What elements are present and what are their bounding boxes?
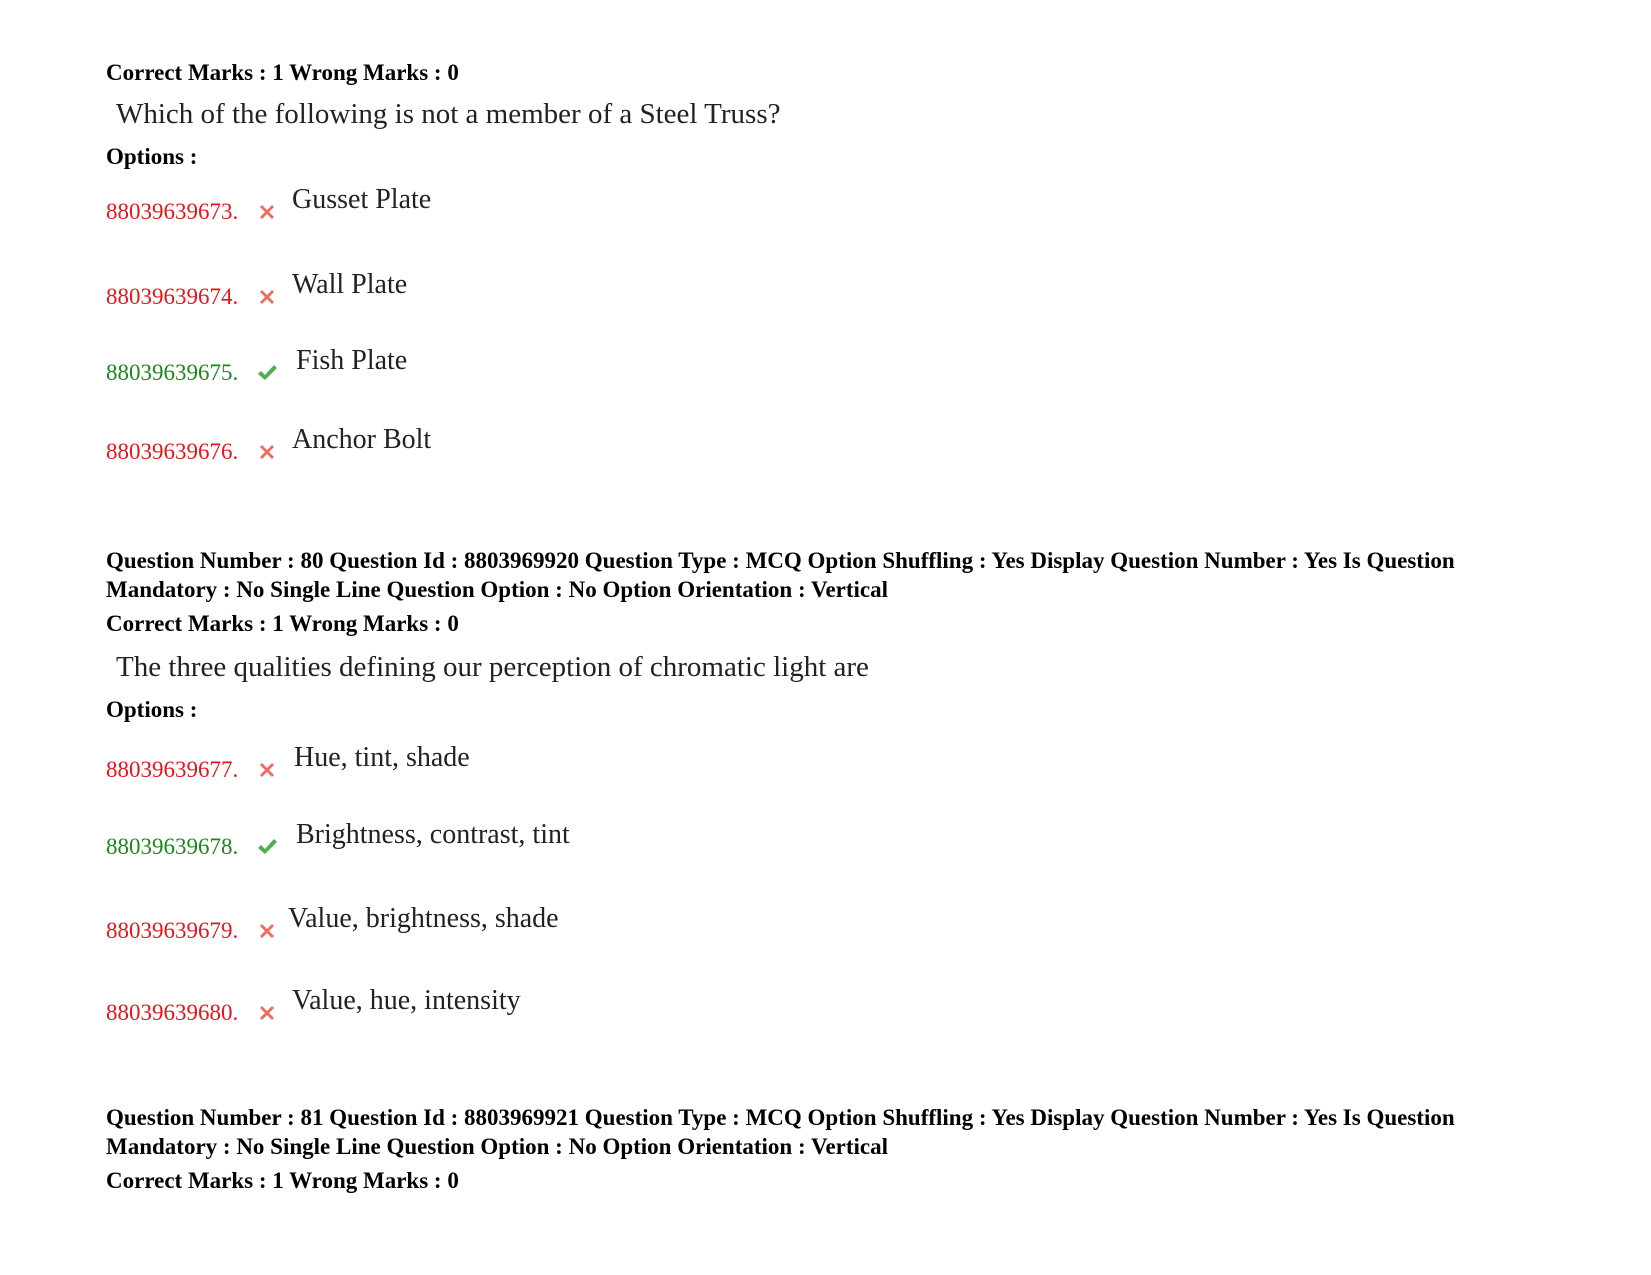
correct-marks-line: Correct Marks : 1 Wrong Marks : 0 [106, 611, 459, 636]
option-id: 88039639679. [106, 918, 239, 943]
option-text: Anchor Bolt [292, 424, 432, 455]
option-text: Hue, tint, shade [294, 742, 470, 773]
cross-icon [256, 201, 278, 223]
option-id: 88039639674. [106, 284, 239, 309]
option-id: 88039639680. [106, 1000, 239, 1025]
option-row [106, 270, 1006, 310]
option-id: 88039639677. [106, 757, 239, 782]
option-text: Value, brightness, shade [288, 903, 559, 934]
options-label: Options : [106, 697, 198, 722]
option-id: 88039639676. [106, 439, 239, 464]
correct-marks-line: Correct Marks : 1 Wrong Marks : 0 [106, 1168, 459, 1193]
option-text: Value, hue, intensity [292, 985, 521, 1016]
cross-icon [256, 441, 278, 463]
option-text: Brightness, contrast, tint [296, 819, 570, 850]
option-row [106, 986, 1006, 1026]
option-text: Wall Plate [292, 269, 408, 300]
option-id: 88039639675. [106, 360, 239, 385]
cross-icon [256, 286, 278, 308]
cross-icon [256, 759, 278, 781]
cross-icon [256, 1002, 278, 1024]
option-row [106, 820, 1006, 860]
option-id: 88039639673. [106, 199, 239, 224]
question-text: Which of the following is not a member of a Steel Truss? [116, 98, 781, 130]
cross-icon [256, 920, 278, 942]
option-row [106, 425, 1006, 465]
option-id: 88039639678. [106, 834, 239, 859]
option-text: Gusset Plate [292, 184, 432, 215]
question-header: Question Number : 80 Question Id : 8803969920 Question Type : MCQ Option Shuffling : Yes Display Question Number : Yes Is Question Mandatory : No Single Line Question Option : No Option Orientation : Vertical [106, 548, 1455, 602]
options-label: Options : [106, 144, 198, 169]
check-icon [256, 836, 278, 858]
check-icon [256, 362, 278, 384]
option-row [106, 743, 1006, 783]
correct-marks-line: Correct Marks : 1 Wrong Marks : 0 [106, 60, 459, 85]
option-row [106, 346, 1006, 386]
question-text: The three qualities defining our perception of chromatic light are [116, 651, 869, 683]
option-row [106, 904, 1006, 944]
question-header: Question Number : 81 Question Id : 8803969921 Question Type : MCQ Option Shuffling : Yes Display Question Number : Yes Is Question Mandatory : No Single Line Question Option : No Option Orientation : Vertical [106, 1105, 1455, 1159]
option-text: Fish Plate [296, 345, 408, 376]
option-row [106, 185, 1006, 225]
